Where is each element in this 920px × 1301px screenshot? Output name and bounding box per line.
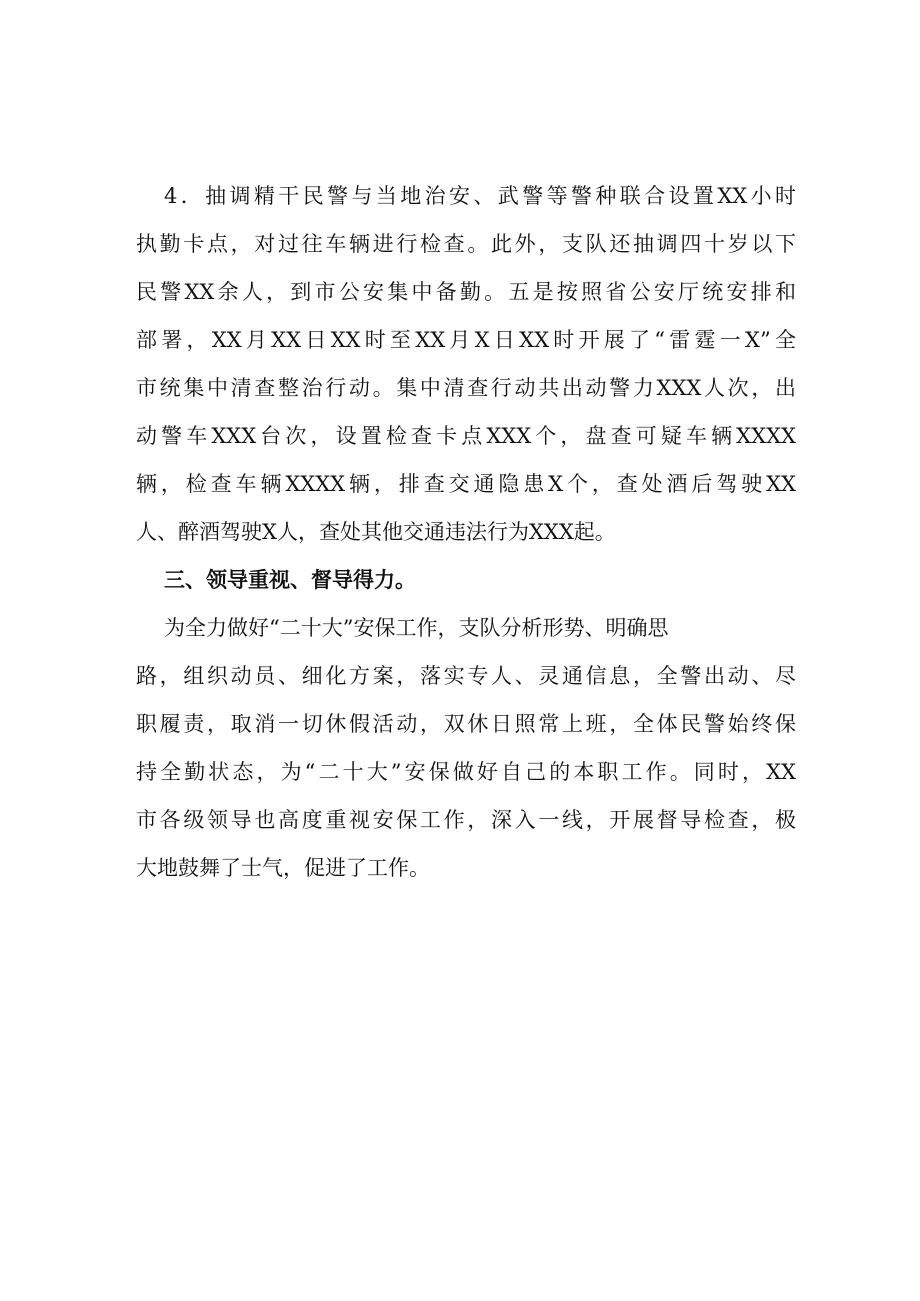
paragraph-line: 路，组织动员、细化方案，落实专人、灵通信息，全警出动、尽 [136, 664, 796, 688]
paragraph-2 [136, 604, 796, 892]
paragraph-line: 市统集中清查整治行动。集中清查行动共出动警力XXX人次，出 [136, 376, 796, 400]
document-body [136, 172, 796, 892]
paragraph-line: 职履责，取消一切休假活动，双休日照常上班，全体民警始终保 [136, 712, 796, 736]
paragraph-line: 为全力做好“二十大”安保工作，支队分析形势、明确思 [164, 616, 669, 640]
paragraph-line: 辆，检查车辆XXXX辆，排查交通隐患X个，查处酒后驾驶XX [136, 472, 796, 496]
paragraph-line: 执勤卡点，对过往车辆进行检查。此外，支队还抽调四十岁以下 [136, 232, 796, 256]
paragraph-line: 4．抽调精干民警与当地治安、武警等警种联合设置XX小时 [164, 184, 796, 208]
paragraph-line: 持全勤状态，为“二十大”安保做好自己的本职工作。同时，XX [136, 760, 796, 784]
paragraph-line: 民警XX余人，到市公安集中备勤。五是按照省公安厅统安排和 [136, 280, 796, 304]
paragraph-1 [136, 172, 796, 556]
paragraph-line: 人、醉酒驾驶X人，查处其他交通违法行为XXX起。 [136, 520, 616, 544]
section-heading: 三、领导重视、督导得力。 [164, 568, 416, 592]
paragraph-line: 市各级领导也高度重视安保工作，深入一线，开展督导检查，极 [136, 808, 796, 832]
paragraph-line: 部署，XX月XX日XX时至XX月X日XX时开展了“雷霆一X”全 [136, 328, 796, 352]
paragraph-line: 大地鼓舞了士气，促进了工作。 [136, 856, 430, 880]
paragraph-line: 动警车XXX台次，设置检查卡点XXX个，盘查可疑车辆XXXX [136, 424, 796, 448]
